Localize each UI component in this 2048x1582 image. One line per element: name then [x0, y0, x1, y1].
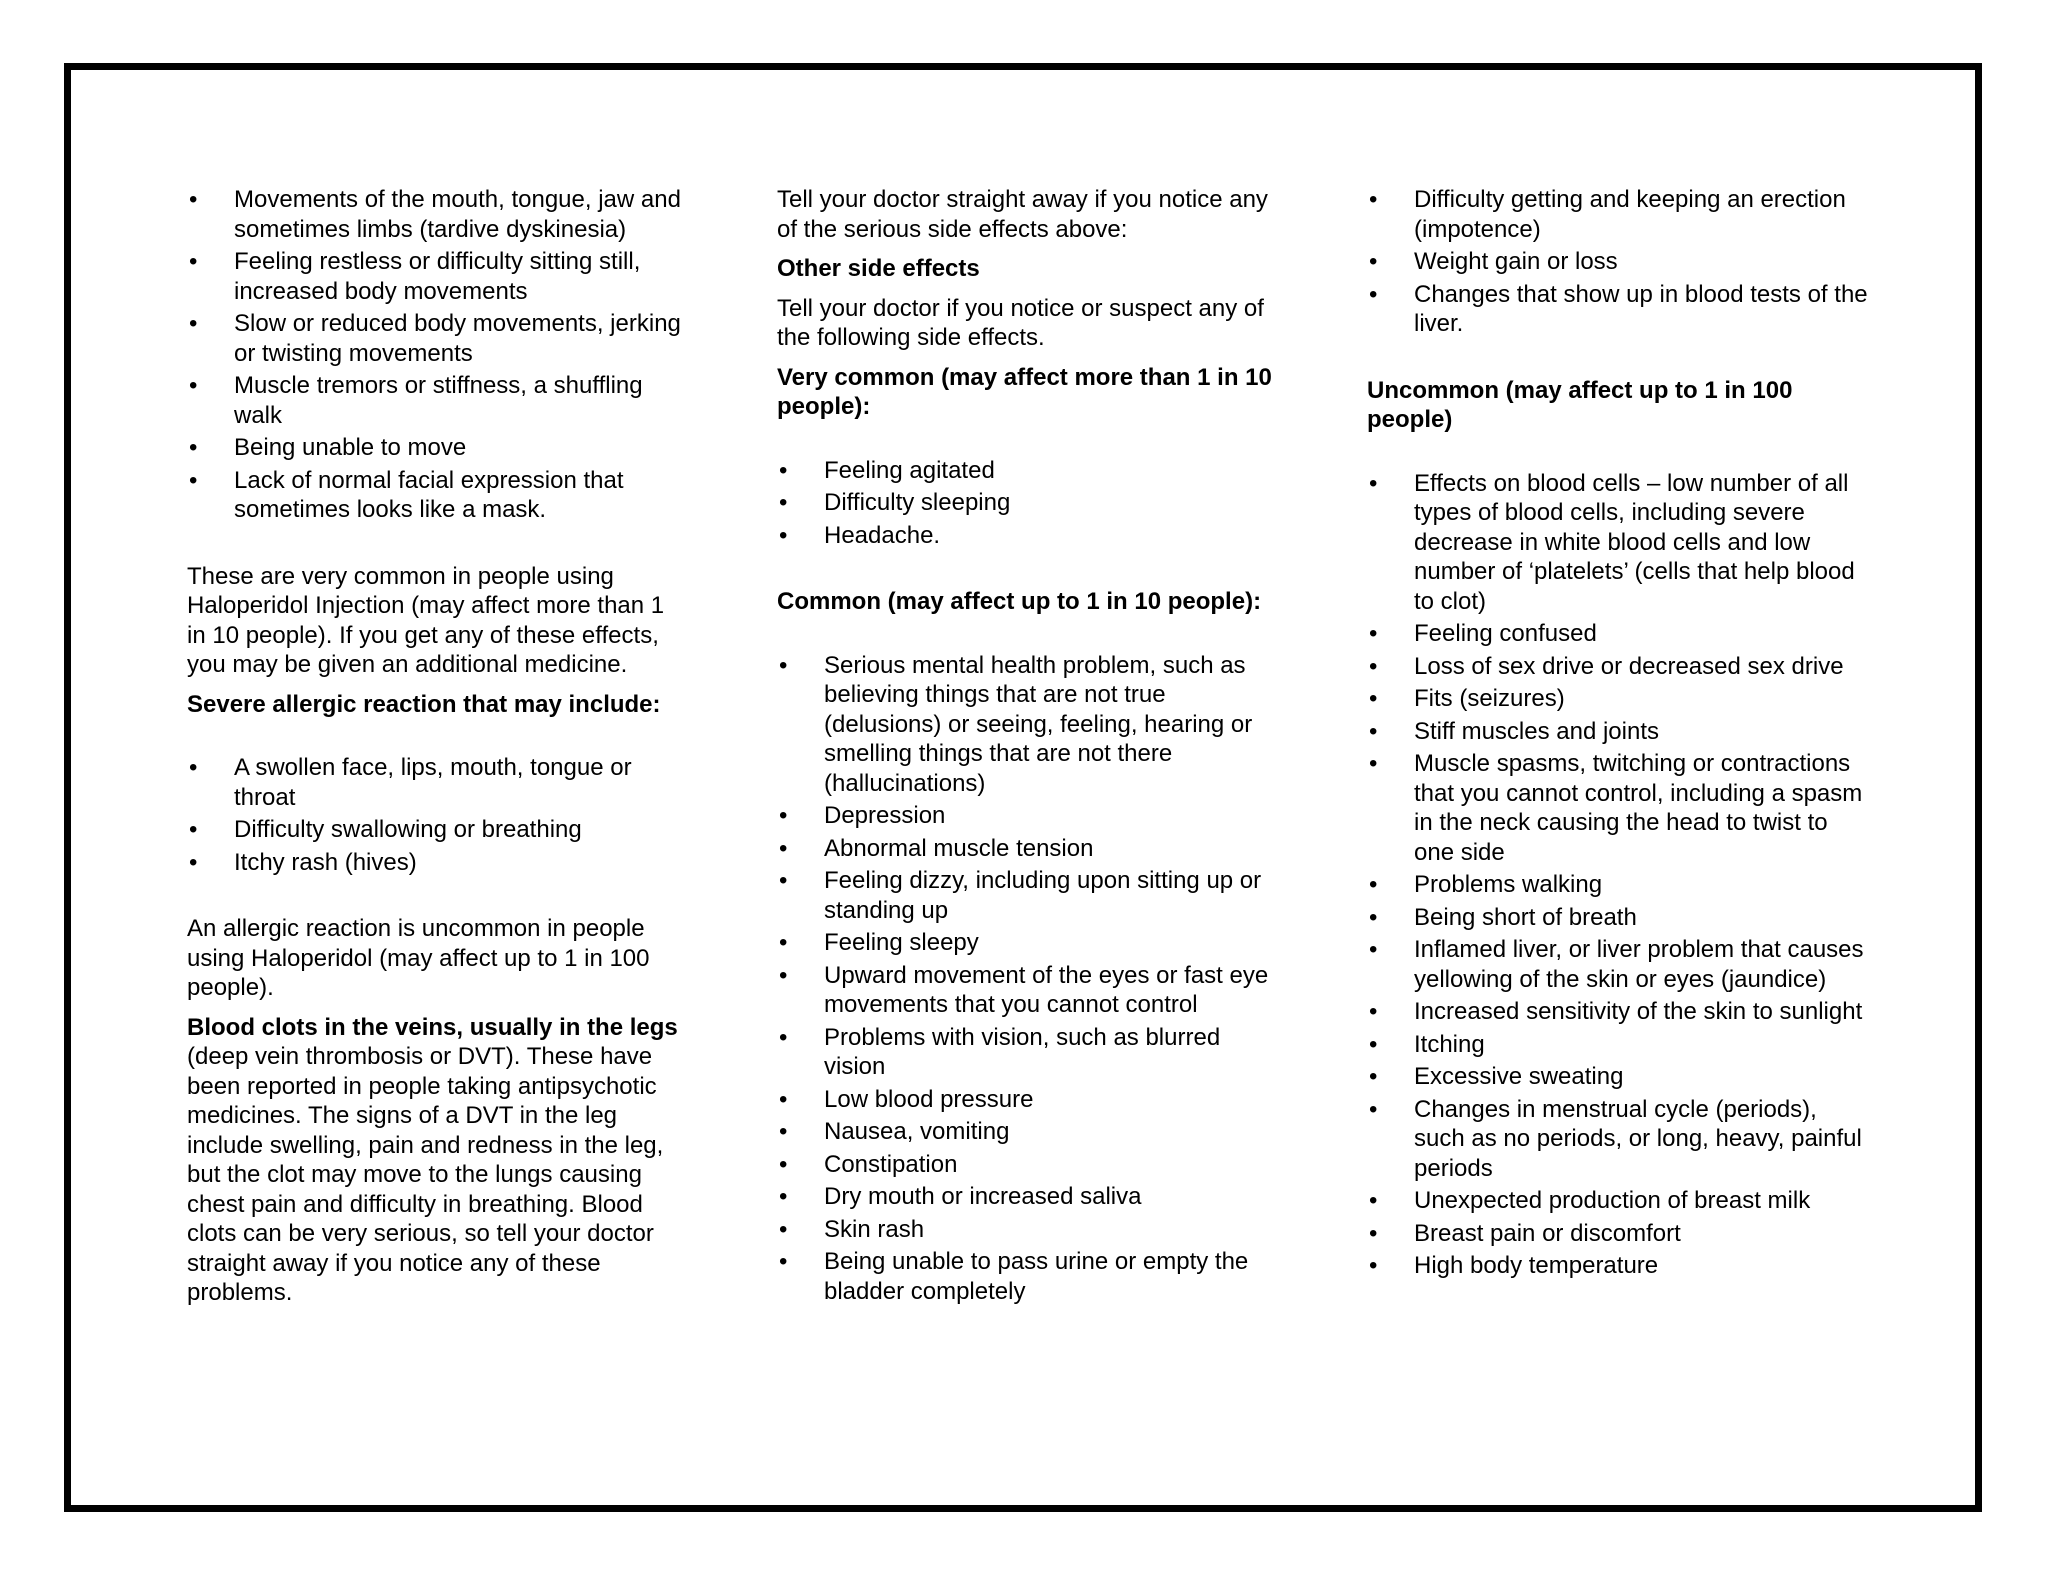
- list-item: • Loss of sex drive or decreased sex drive: [1367, 652, 1872, 682]
- allergic-reaction-list: [187, 753, 687, 877]
- list-item: • Difficulty getting and keeping an erection (impotence): [1367, 185, 1872, 244]
- list-item: • Effects on blood cells – low number of all types of blood cells, including severe decrease in white blood cells and low number of ‘platelets’ (cells that help blood to clot): [1367, 469, 1872, 617]
- list-item: • Muscle spasms, twitching or contractions that you cannot control, including a spasm in the neck causing the head to twist to one side: [1367, 749, 1872, 867]
- list-item: • Excessive sweating: [1367, 1062, 1872, 1092]
- list-item: • Difficulty swallowing or breathing: [187, 815, 687, 845]
- list-item: • Fits (seizures): [1367, 684, 1872, 714]
- list-item: • Breast pain or discomfort: [1367, 1219, 1872, 1249]
- list-item: • Abnormal muscle tension: [777, 834, 1287, 864]
- allergic-reaction-note: An allergic reaction is uncommon in people using Haloperidol (may affect up to 1 in 100 people).: [187, 915, 650, 1001]
- list-item: • Weight gain or loss: [1367, 247, 1872, 277]
- list-item: • Low blood pressure: [777, 1085, 1287, 1115]
- list-item: • Stiff muscles and joints: [1367, 717, 1872, 747]
- list-item: • Serious mental health problem, such as believing things that are not true (delusions) or seeing, feeling, hearing or smelling things that are not there (hallucinations): [777, 651, 1287, 799]
- column-2: [777, 185, 1287, 1309]
- list-item: • Nausea, vomiting: [777, 1117, 1287, 1147]
- list-item: • Itchy rash (hives): [187, 848, 687, 878]
- serious-effects-instruction: Tell your doctor straight away if you notice any of the serious side effects above:: [777, 186, 1268, 243]
- list-item: • Movements of the mouth, tongue, jaw and sometimes limbs (tardive dyskinesia): [187, 185, 687, 244]
- list-item: • Depression: [777, 801, 1287, 831]
- list-item: • Skin rash: [777, 1215, 1287, 1245]
- common-list: [777, 651, 1287, 1307]
- blood-clots-paragraph: [187, 1013, 687, 1308]
- list-item: • Being unable to move: [187, 433, 687, 463]
- list-item: • Problems with vision, such as blurred vision: [777, 1023, 1287, 1082]
- list-item: • Difficulty sleeping: [777, 488, 1287, 518]
- list-item: • Dry mouth or increased saliva: [777, 1182, 1287, 1212]
- list-item: • Increased sensitivity of the skin to sunlight: [1367, 997, 1872, 1027]
- list-item: • Unexpected production of breast milk: [1367, 1186, 1872, 1216]
- allergic-reaction-heading: Severe allergic reaction that may include:: [187, 690, 661, 718]
- list-item: • Feeling restless or difficulty sitting still, increased body movements: [187, 247, 687, 306]
- list-item: • Changes that show up in blood tests of the liver.: [1367, 280, 1872, 339]
- list-item: • Lack of normal facial expression that sometimes looks like a mask.: [187, 466, 687, 525]
- list-item: • Slow or reduced body movements, jerking or twisting movements: [187, 309, 687, 368]
- list-item: • Headache.: [777, 521, 1287, 551]
- very-common-heading: Very common (may affect more than 1 in 10 people):: [777, 363, 1272, 420]
- list-item: • Itching: [1367, 1030, 1872, 1060]
- common-heading: Common (may affect up to 1 in 10 people):: [777, 588, 1262, 615]
- blood-clots-heading: Blood clots in the veins, usually in the legs: [187, 1013, 678, 1041]
- list-item: • Inflamed liver, or liver problem that causes yellowing of the skin or eyes (jaundice): [1367, 935, 1872, 994]
- uncommon-heading: Uncommon (may affect up to 1 in 100 people): [1367, 376, 1793, 433]
- list-item: • Problems walking: [1367, 870, 1872, 900]
- very-common-note: These are very common in people using Haloperidol Injection (may affect more than 1 in 10 people). If you get any of these effects, you may be given an additional medicine.: [187, 562, 665, 678]
- list-item: • Feeling dizzy, including upon sitting up or standing up: [777, 866, 1287, 925]
- list-item: • Feeling agitated: [777, 456, 1287, 486]
- movement-effects-list: [187, 185, 687, 525]
- column-3: [1367, 185, 1872, 1284]
- list-item: • Constipation: [777, 1150, 1287, 1180]
- list-item: • Being short of breath: [1367, 903, 1872, 933]
- list-item: • High body temperature: [1367, 1251, 1872, 1281]
- other-side-effects-instruction: Tell your doctor if you notice or suspect any of the following side effects.: [777, 294, 1264, 351]
- list-item: • Feeling sleepy: [777, 928, 1287, 958]
- list-item: • Muscle tremors or stiffness, a shuffling walk: [187, 371, 687, 430]
- common-list-continued: [1367, 185, 1872, 339]
- list-item: • Being unable to pass urine or empty the bladder completely: [777, 1247, 1287, 1306]
- column-1: [187, 185, 687, 1308]
- list-item: • Changes in menstrual cycle (periods), such as no periods, or long, heavy, painful periods: [1367, 1095, 1872, 1184]
- uncommon-list: [1367, 469, 1872, 1281]
- other-side-effects-heading: Other side effects: [777, 255, 980, 282]
- blood-clots-text: (deep vein thrombosis or DVT). These have been reported in people taking antipsychotic medicines. The signs of a DVT in the leg include swelling, pain and redness in the leg, but the clot may move to the lungs causing chest pain and difficulty in breathing. Blood clots can be very serious, so tell your doctor straight away if you notice any of these problems.: [187, 1043, 664, 1306]
- list-item: • Feeling confused: [1367, 619, 1872, 649]
- list-item: • Upward movement of the eyes or fast eye movements that you cannot control: [777, 961, 1287, 1020]
- list-item: • A swollen face, lips, mouth, tongue or throat: [187, 753, 687, 812]
- very-common-list: [777, 456, 1287, 551]
